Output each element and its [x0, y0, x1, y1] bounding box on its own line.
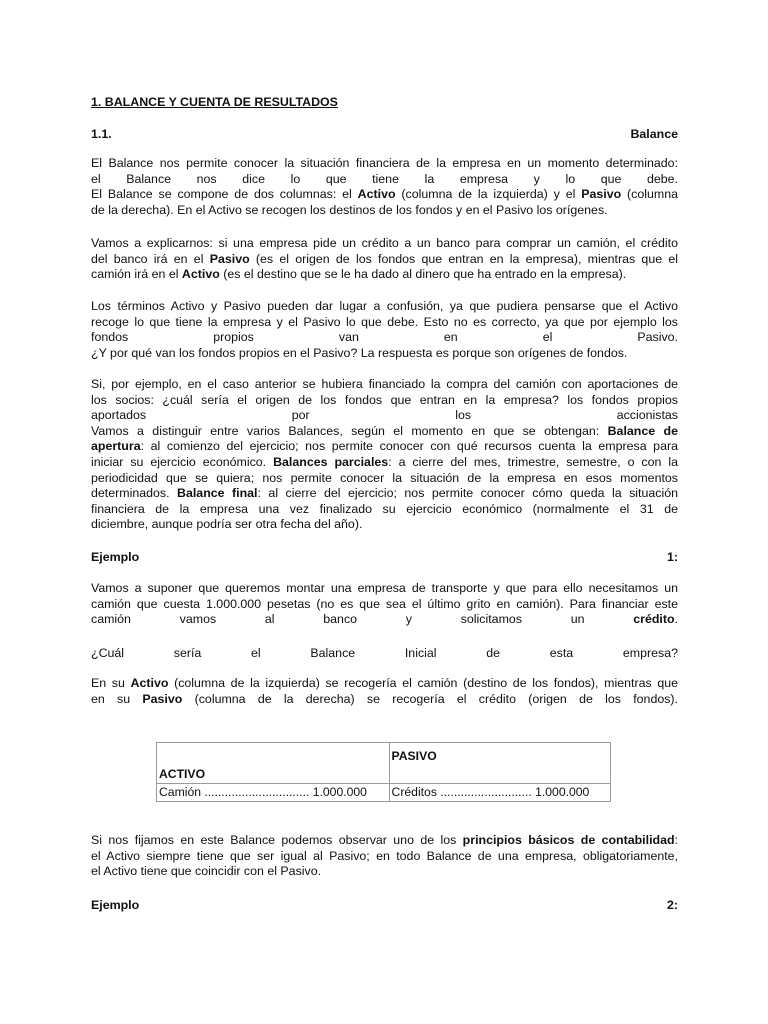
- subsection-title: Balance: [630, 127, 678, 141]
- header-pasivo: PASIVO: [389, 743, 610, 784]
- p1-text: (columna: [621, 187, 678, 202]
- p1-line-1: El Balance nos permite conocer la situación financiera de la empresa en un momento determinado:: [91, 156, 678, 170]
- p8-line-3: el Activo tiene que coincidir con el Pasivo.: [91, 864, 322, 879]
- example-2-number: 2:: [666, 898, 678, 912]
- paragraph-6: [91, 646, 678, 662]
- p2-text: del banco irá en el: [91, 251, 210, 266]
- paragraph-3: [91, 299, 678, 361]
- example-1-heading: [91, 550, 678, 566]
- p7-text: (columna de la izquierda) se recogería el camión (destino de los fondos), mientras que: [168, 676, 678, 690]
- p1-line-2: el Balance nos dice lo que tiene la empresa y lo que debe.: [91, 171, 678, 186]
- paragraph-1: [91, 156, 678, 218]
- p4-bold-apertura: apertura: [91, 439, 141, 454]
- p4-text: determinados.: [91, 486, 178, 501]
- paragraph-7: [91, 676, 678, 707]
- p5-bold-credito: crédito: [633, 612, 675, 627]
- p7-line-2: [91, 692, 678, 708]
- p5-line-3: [91, 612, 678, 628]
- heading-text: 1. BALANCE Y CUENTA DE RESULTADOS: [91, 95, 338, 109]
- p4-text: Vamos a distinguir entre varios Balances, según el momento en que se obtengan:: [91, 423, 608, 438]
- p7-text: (columna de la derecha) se recogería el crédito (origen de los fondos).: [182, 691, 678, 706]
- subsection-heading: [91, 127, 678, 143]
- p4-line-8: [91, 486, 678, 502]
- section-heading: [91, 95, 678, 111]
- example-2-word: Ejemplo: [91, 898, 140, 912]
- subsection-number: 1.1.: [91, 127, 112, 141]
- p7-bold-pasivo: Pasivo: [142, 691, 183, 706]
- paragraph-2: [91, 236, 678, 283]
- p1-text: El Balance se compone de dos columnas: el: [91, 187, 358, 202]
- p7-line-1: [91, 676, 678, 692]
- p7-text: en su: [91, 691, 143, 706]
- p2-text: camión irá en el: [91, 267, 182, 282]
- balance-table: [156, 742, 611, 802]
- p5-text: .: [674, 612, 678, 627]
- p4-line-2: los socios: ¿cuál sería el origen de los fondos que entran en la empresa? los fondos propios: [91, 392, 678, 407]
- p7-text: En su: [91, 676, 131, 690]
- cell-activo: Camión ............................... 1.000.000: [157, 784, 390, 802]
- p4-text: iniciar su ejercicio económico.: [91, 454, 274, 469]
- p4-line-9: financiera de la empresa una vez finalizado su ejercicio económico (normalmente el 31 de: [91, 501, 678, 516]
- p3-line-3: fondos propios van en el Pasivo.: [91, 330, 678, 345]
- p4-bold-balance-final: Balance final: [177, 486, 258, 501]
- table-header-row: [157, 743, 611, 784]
- table-row: [157, 784, 611, 802]
- p8-bold-principios: principios básicos de contabilidad: [462, 833, 675, 847]
- p4-text: : a cierre del mes, trimestre, semestre, o con la: [388, 454, 679, 469]
- p1-bold-pasivo: Pasivo: [581, 187, 622, 202]
- p4-line-5: [91, 439, 678, 455]
- paragraph-5: [91, 581, 678, 628]
- p4-line-4: [91, 424, 678, 440]
- p4-line-10: diciembre, aunque podría ser otra fecha del año).: [91, 517, 363, 532]
- p4-bold-balance-de: Balance de: [607, 423, 678, 438]
- example-1-word: Ejemplo: [91, 550, 140, 564]
- p4-bold-balances-parciales: Balances parciales: [273, 454, 389, 469]
- p3-line-4: ¿Y por qué van los fondos propios en el Pasivo? La respuesta es porque son orígenes de fondos.: [91, 345, 628, 360]
- p8-line-2: el Activo siempre tiene que ser igual al Pasivo; en todo Balance de una empresa, obligatoriamente,: [91, 848, 678, 863]
- p5-line-2: camión que cuesta 1.000.000 pesetas (no es que sea el último grito en camión). Para financiar este: [91, 596, 678, 611]
- paragraph-4: [91, 377, 678, 533]
- p5-line-1: Vamos a suponer que queremos montar una empresa de transporte y que para ello necesitamos un: [91, 581, 678, 595]
- p4-line-3: aportados por los accionistas: [91, 408, 678, 423]
- paragraph-8: [91, 833, 678, 880]
- p1-line-3: [91, 187, 678, 203]
- p4-line-1: Si, por ejemplo, en el caso anterior se hubiera financiado la compra del camión con aportaciones de: [91, 377, 678, 391]
- example-1-number: 1:: [666, 550, 678, 564]
- p2-text: (es el origen de los fondos que entran en la empresa), mientras que el: [249, 251, 678, 266]
- cell-pasivo: Créditos ........................... 1.000.000: [389, 784, 610, 802]
- p5-text: camión vamos al banco y solicitamos un: [91, 612, 634, 627]
- p4-line-6: [91, 455, 678, 471]
- p1-bold-activo: Activo: [357, 187, 396, 202]
- p7-bold-activo: Activo: [130, 676, 169, 690]
- header-activo: ACTIVO: [157, 743, 390, 784]
- example-2-heading: [91, 898, 678, 914]
- p2-line-2: [91, 252, 678, 268]
- p3-line-2: recoge lo que tiene la empresa y el Pasivo lo que debe. Esto no es correcto, ya que por ejemplo los: [91, 314, 678, 329]
- p8-line-1: [91, 833, 678, 849]
- p8-text: Si nos fijamos en este Balance podemos observar uno de los: [91, 833, 463, 847]
- p8-text: :: [674, 833, 678, 847]
- p6-line-1: ¿Cuál sería el Balance Inicial de esta empresa?: [91, 646, 678, 660]
- p1-text: (columna de la izquierda) y el: [395, 187, 582, 202]
- p4-line-7: periodicidad que se quiera; nos permite conocer la situación de la empresa en esos momentos: [91, 470, 678, 485]
- p4-text: : al cierre del ejercicio; nos permite conocer cómo queda la situación: [257, 486, 679, 501]
- p2-text: (es el destino que se le ha dado al dinero que ha entrado en la empresa).: [219, 267, 627, 282]
- p2-bold-activo: Activo: [181, 267, 220, 282]
- p2-line-3: [91, 267, 678, 283]
- p4-text: : al comienzo del ejercicio; nos permite conocer con qué recursos cuenta la empresa para: [140, 439, 678, 454]
- p3-line-1: Los términos Activo y Pasivo pueden dar lugar a confusión, ya que pudiera pensarse que el Activo: [91, 299, 678, 313]
- p2-bold-pasivo: Pasivo: [209, 251, 250, 266]
- p1-line-4: de la derecha). En el Activo se recogen los destinos de los fondos y en el Pasivo los orígenes.: [91, 202, 608, 217]
- p2-line-1: Vamos a explicarnos: si una empresa pide un crédito a un banco para comprar un camión, el crédito: [91, 236, 678, 250]
